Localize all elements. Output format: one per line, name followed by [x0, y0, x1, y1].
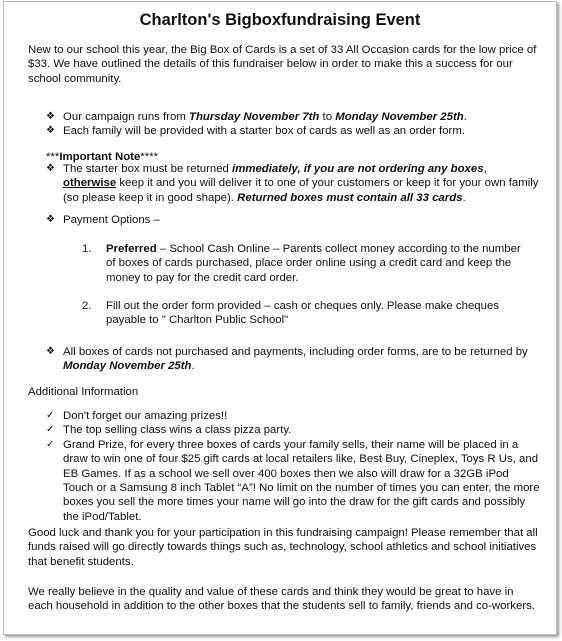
list-item: ❖ Each family will be provided with a starter box of cards as well as an order form. — [46, 125, 466, 138]
checkmark-icon: ✓ — [46, 424, 55, 436]
diamond-bullet-icon: ❖ — [46, 163, 55, 174]
diamond-bullet-icon: ❖ — [46, 111, 55, 122]
payment-option-2: 2. Fill out the order form provided – cash or cheques only. Please make cheques payable to " Charlton Public School" — [82, 300, 499, 327]
diamond-bullet-icon: ❖ — [46, 125, 55, 137]
important-note-list — [46, 162, 540, 205]
closing-paragraph-1: Good luck and thank you for your participation in this fundraising campaign! Please remember that all funds raised will go directly towards things such as, technology, school athletics and school initiatives that benefit students. — [28, 527, 538, 568]
additional-info-heading: Additional Information — [28, 386, 139, 398]
payment-options — [46, 213, 536, 227]
preferred-label: Preferred — [106, 243, 157, 255]
diamond-bullet-icon: ❖ — [46, 346, 55, 357]
payment-option-1: 1. Preferred – School Cash Online – Parents collect money according to the number of boxes of cards purchased, place order online using a credit card and keep the money to pay for the credit card order. — [82, 243, 521, 284]
list-item: ❖ All boxes of cards not purchased and payments, including order forms, are to be returned by Monday November 25th. — [46, 346, 528, 373]
campaign-list — [46, 110, 536, 139]
intro-paragraph: New to our school this year, the Big Box of Cards is a set of 33 All Occasion cards for the low price of $33. We have outlined the details of this fundraiser below in order to make this a success for our school community. — [28, 44, 537, 85]
diamond-bullet-icon: ❖ — [46, 214, 55, 225]
list-item: ❖ The starter box must be returned immediately, if you are not ordering any boxes, otherwise keep it and you will deliver it to one of your customers or keep it for your own family (so please keep it in good shape). Returned boxes must contain all 33 cards. — [46, 163, 539, 204]
list-item: ✓ Don't forget our amazing prizes!! — [46, 410, 228, 422]
return-note — [46, 345, 536, 374]
list-item: ✓ The top selling class wins a class pizza party. — [46, 424, 292, 437]
checkmark-icon: ✓ — [46, 438, 55, 450]
list-item: ❖ Our campaign runs from Thursday November 7th to Monday November 25th. — [46, 111, 467, 123]
page-title: Charlton's Bigboxfundraising Event — [139, 11, 421, 29]
closing-paragraph-2: We really believe in the quality and value of these cards and think they would be great to have in each household in addition to the other boxes that the students sell to family, friends and co-workers. — [28, 586, 535, 613]
list-item: ✓ Grand Prize, for every three boxes of cards your family sells, their name will be placed in a draw to win one of four $25 gift cards at local retailers like, Best Buy, Cineplex, Toys R Us, and EB Games. If as a school we sell over 400 boxes then we also will draw for a 32GB iPod Touch or a Samsung 8 inch Tablet “A”! No limit on the number of times you can enter, the more boxes you sell the more times your name will go into the draw for the gift cards and possibly the iPod/Tablet. — [46, 438, 540, 523]
document-page — [3, 1, 557, 635]
additional-info-list — [46, 409, 540, 524]
campaign-end-date: Monday November 25th — [335, 111, 464, 123]
list-item: ❖ Payment Options – — [46, 214, 160, 226]
checkmark-icon: ✓ — [46, 410, 55, 421]
important-note-heading: ***Important Note**** — [46, 151, 159, 163]
return-date: Monday November 25th — [63, 360, 192, 373]
campaign-start-date: Thursday November 7th — [188, 111, 320, 123]
